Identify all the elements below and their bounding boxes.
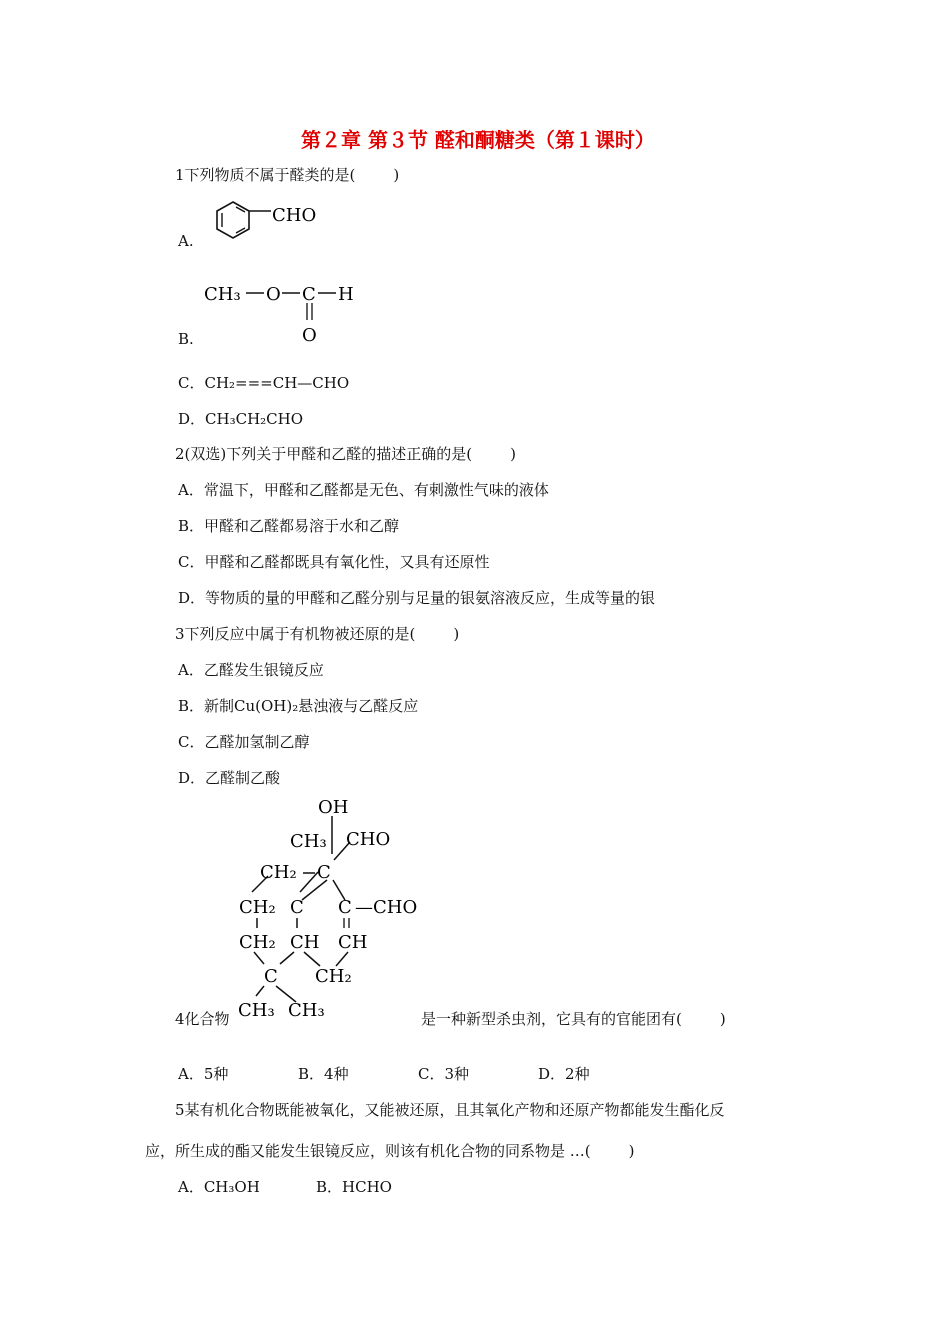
option-4b: B．4种 [298, 1065, 349, 1083]
option-2b: B．甲醛和乙醛都易溶于水和乙醇 [178, 517, 400, 535]
question-3-stem: 3下列反应中属于有机物被还原的是( ) [175, 625, 460, 643]
option-2a: A．常温下，甲醛和乙醛都是无色、有刺激性气味的液体 [178, 481, 549, 499]
alkene-carbon-text: C [338, 897, 352, 918]
carbon-text: C [302, 284, 316, 305]
question-4-stem-right: 是一种新型杀虫剂，它具有的官能团有( ) [421, 1010, 726, 1028]
page-title: 第２章 第３节 醛和酮糖类（第１课时） [301, 128, 655, 152]
option-1a-label: A. [178, 232, 194, 250]
cho-text: CHO [272, 205, 317, 226]
ester-oxygen-text: O [266, 284, 281, 305]
methine-mid-text: CH [290, 932, 320, 953]
option-4d: D．2种 [538, 1065, 590, 1083]
question-2-stem: 2(双选)下列关于甲醛和乙醛的描述正确的是( ) [175, 445, 516, 463]
methylene-1-text: CH₂ [260, 862, 297, 883]
option-4a: A．5种 [178, 1065, 229, 1083]
question-4-stem-left: 4化合物 [175, 1010, 230, 1028]
aldehyde-2-text: —CHO [355, 897, 418, 918]
option-3c: C．乙醛加氢制乙醇 [178, 733, 310, 751]
option-3d: D．乙醛制乙酸 [178, 769, 281, 787]
methylene-4-text: CH₂ [315, 966, 352, 987]
methyl-right-text: CH₃ [288, 1000, 325, 1021]
hydrogen-text: H [338, 284, 354, 305]
question-5-line-2: 应，所生成的酯又能发生银镜反应，则该有机化合物的同系物是 …( ) [145, 1142, 635, 1160]
option-5b: B．HCHO [316, 1178, 392, 1196]
quaternary-carbon-mid-text: C [290, 897, 304, 918]
option-2d: D．等物质的量的甲醛和乙醛分别与足量的银氨溶液反应，生成等量的银 [178, 589, 656, 607]
option-3b: B．新制Cu(OH)₂悬浊液与乙醛反应 [178, 697, 419, 715]
insecticide-structure [230, 794, 430, 1026]
quaternary-carbon-bottom-text: C [264, 966, 278, 987]
option-2c: C．甲醛和乙醛都既具有氧化性，又具有还原性 [178, 553, 490, 571]
methyl-left-text: CH₃ [238, 1000, 275, 1021]
benzaldehyde-structure [205, 196, 325, 248]
methylene-2-text: CH₂ [239, 897, 276, 918]
option-4c: C．3种 [418, 1065, 470, 1083]
carbonyl-oxygen-text: O [302, 325, 317, 346]
hydroxyl-text: OH [318, 797, 349, 818]
methine-right-text: CH [338, 932, 368, 953]
methylene-3-text: CH₂ [239, 932, 276, 953]
methyl-top-text: CH₃ [290, 831, 327, 852]
question-1-stem: 1下列物质不属于醛类的是( ) [175, 166, 400, 184]
quaternary-carbon-top-text: C [317, 862, 331, 883]
ch3-text: CH₃ [204, 284, 241, 305]
option-1d: D．CH₃CH₂CHO [178, 410, 304, 428]
methyl-formate-structure [200, 278, 370, 348]
option-1b-label: B. [178, 330, 194, 348]
aldehyde-1-text: CHO [346, 829, 391, 850]
question-5-line-1: 5某有机化合物既能被氧化，又能被还原，且其氧化产物和还原产物都能发生酯化反 [175, 1101, 725, 1119]
option-5a: A．CH₃OH [178, 1178, 260, 1196]
option-3a: A．乙醛发生银镜反应 [178, 661, 324, 679]
option-1c: C．CH₂===CH—CHO [178, 374, 350, 392]
